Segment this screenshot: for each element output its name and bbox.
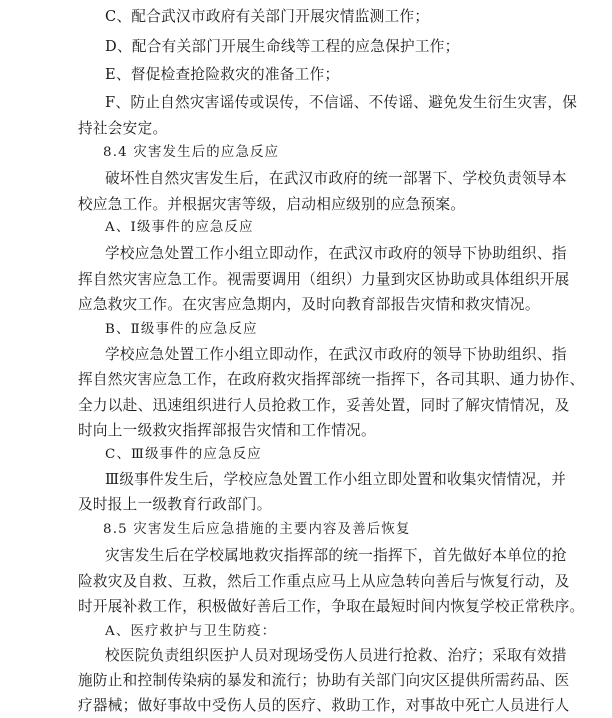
section-heading: 8.4 灾害发生后的应急反应 xyxy=(103,145,280,160)
text-line: 施防止和控制传染病的暴发和流行；协助有关部门向灾区提供所需药品、医 xyxy=(78,672,570,689)
subsection-heading: A、医疗救护与卫生防疫： xyxy=(105,624,277,639)
text-line: 疗器械；做好事故中受伤人员的医疗、救助工作，对事故中死亡人员进行人 xyxy=(78,697,570,714)
text-line: 时向上一级救灾指挥部报告灾情和工作情况。 xyxy=(78,422,376,439)
text-line: 应急救灾工作。在灾害应急期内，及时向教育部报告灾情和救灾情况。 xyxy=(78,296,540,313)
text-line: 持社会安定。 xyxy=(78,120,168,137)
text-line: 挥自然灾害应急工作。视需要调用（组织）力量到灾区协助或具体组织开展 xyxy=(78,271,570,288)
text-line: 全力以赴、迅速组织进行人员抢救工作，妥善处置，同时了解灾情情况，及 xyxy=(78,397,570,414)
subsection-heading: B、Ⅱ级事件的应急反应 xyxy=(105,322,258,337)
text-line: Ⅲ级事件发生后，学校应急处置工作小组立即处置和收集灾情情况，并 xyxy=(105,471,567,488)
section-heading: 8.5 灾害发生后应急措施的主要内容及善后恢复 xyxy=(103,522,411,537)
text-line: 灾害发生后在学校属地救灾指挥部的统一指挥下，首先做好本单位的抢 xyxy=(105,547,567,564)
text-line: 破坏性自然灾害发生后，在武汉市政府的统一部署下、学校负责领导本 xyxy=(105,170,567,187)
text-line: C、配合武汉市政府有关部门开展灾情监测工作； xyxy=(105,8,430,25)
text-line: 学校应急处置工作小组立即动作，在武汉市政府的领导下协助组织、指 xyxy=(105,245,567,262)
text-line: F、防止自然灾害谣传或误传，不信谣、不传谣、避免发生衍生灾害，保 xyxy=(105,94,578,111)
text-line: 及时报上一级教育行政部门。 xyxy=(78,496,272,513)
subsection-heading: C、Ⅲ级事件的应急反应 xyxy=(105,447,262,462)
text-line: 学校应急处置工作小组立即动作，在武汉市政府的领导下协助组织、指 xyxy=(105,346,567,363)
text-line: 险救灾及自救、互救，然后工作重点应马上从应急转向善后与恢复行动，及 xyxy=(78,573,570,590)
text-line: D、配合有关部门开展生命线等工程的应急保护工作； xyxy=(105,38,460,55)
text-line: 校应急工作。并根据灾害等级，启动相应级别的应急预案。 xyxy=(78,196,466,213)
text-line: E、督促检查抢险救灾的准备工作； xyxy=(105,66,340,83)
text-line: 校医院负责组织医护人员对现场受伤人员进行抢救、治疗；采取有效措 xyxy=(105,647,567,664)
subsection-heading: A、I级事件的应急反应 xyxy=(105,220,254,235)
text-line: 时开展补救工作，积极做好善后工作，争取在最短时间内恢复学校正常秩序。 xyxy=(78,598,585,615)
text-line: 挥自然灾害应急工作，在政府救灾指挥部统一指挥下，各司其职、通力协作、 xyxy=(78,371,585,388)
